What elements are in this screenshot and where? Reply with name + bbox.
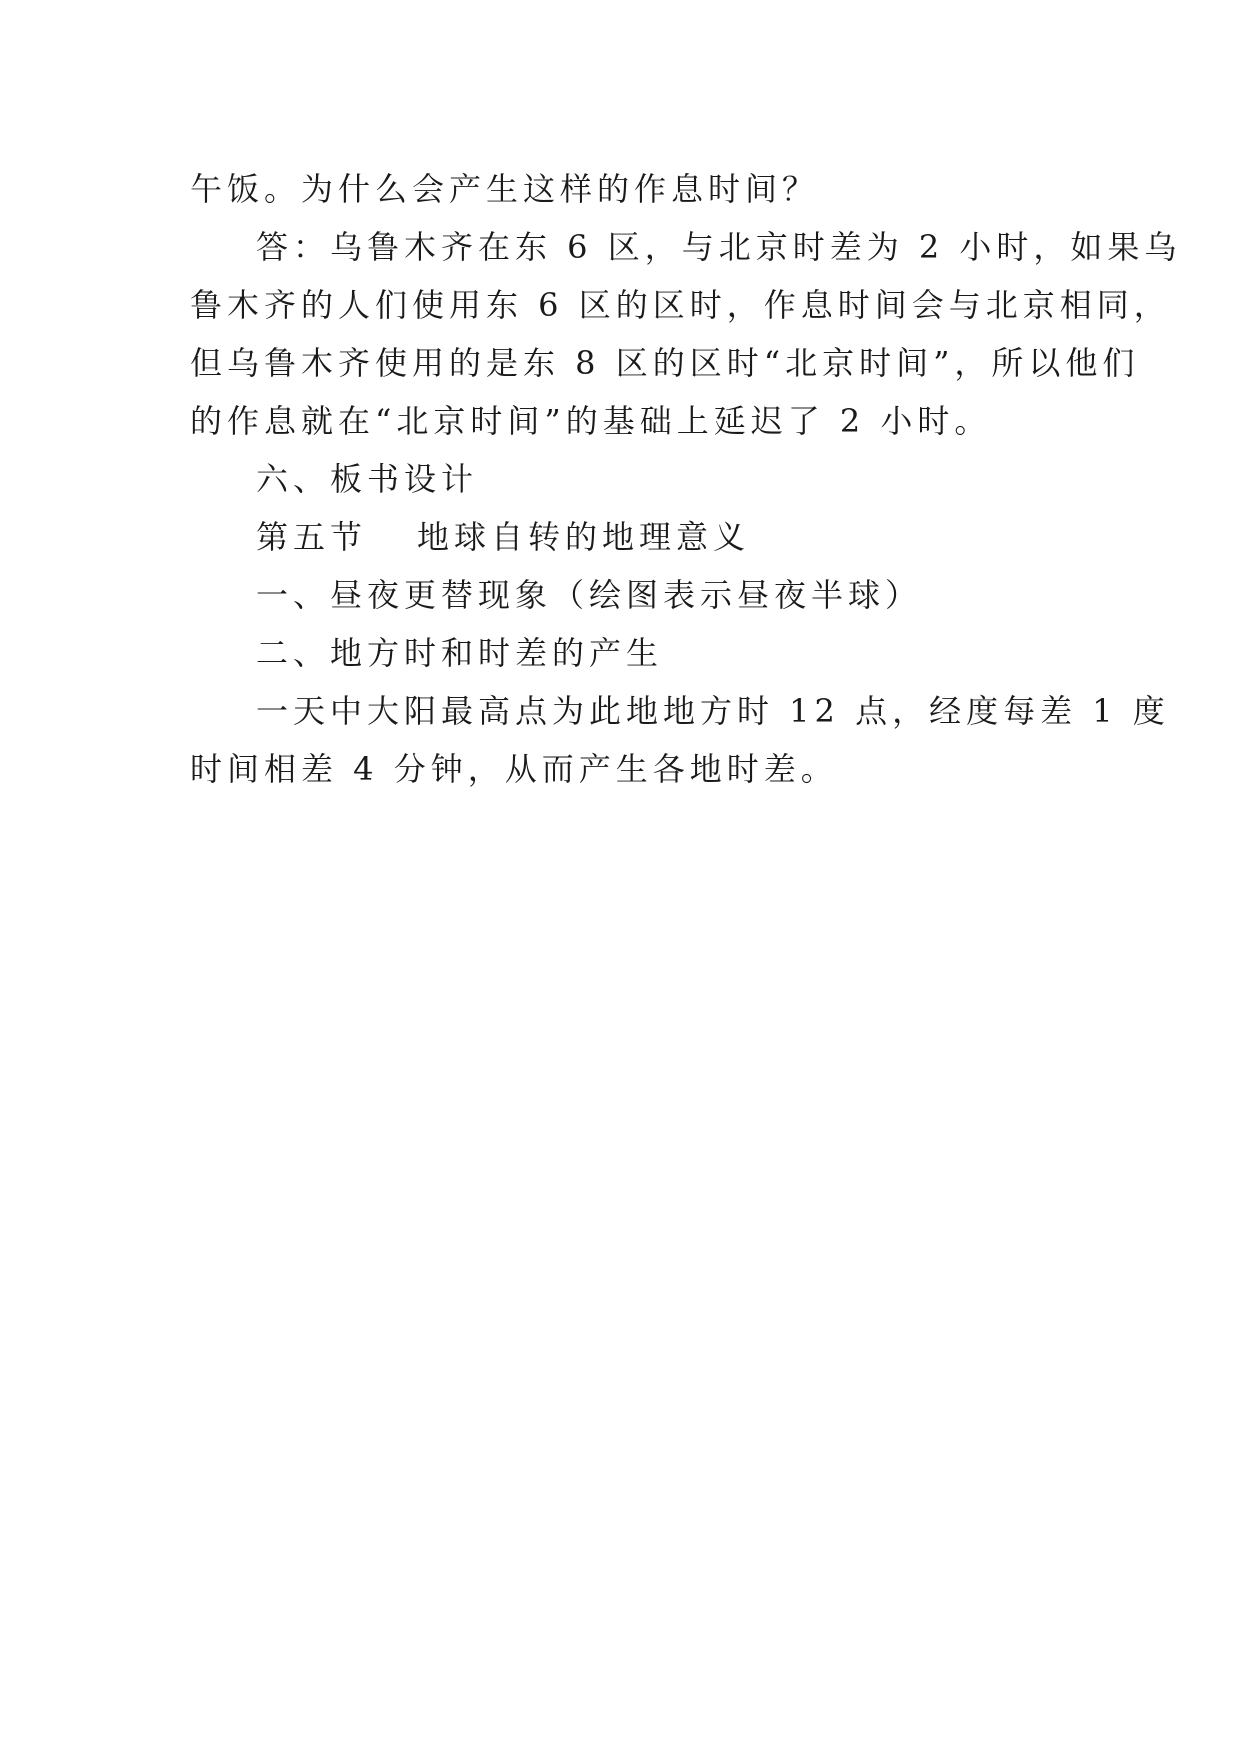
closing-line-2: 时间相差 4 分钟，从而产生各地时差。 bbox=[190, 750, 838, 788]
section-heading-blackboard-design: 六、板书设计 bbox=[256, 460, 479, 498]
outline-item-2: 二、地方时和时差的产生 bbox=[256, 634, 664, 672]
question-continuation: 午饭。为什么会产生这样的作息时间？ bbox=[190, 170, 820, 208]
answer-line-4: 的作息就在“北京时间”的基础上延迟了 2 小时。 bbox=[190, 402, 992, 440]
outline-item-1: 一、昼夜更替现象（绘图表示昼夜半球） bbox=[256, 576, 923, 614]
lesson-name: 地球自转的地理意义 bbox=[417, 518, 751, 556]
answer-line-3: 但乌鲁木齐使用的是东 8 区的区时“北京时间”，所以他们 bbox=[190, 344, 1140, 382]
closing-line-1: 一天中大阳最高点为此地地方时 12 点，经度每差 1 度 bbox=[256, 692, 1170, 730]
answer-line-2: 鲁木齐的人们使用东 6 区的区时，作息时间会与北京相同， bbox=[190, 286, 1171, 324]
answer-line-1: 答：乌鲁木齐在东 6 区，与北京时差为 2 小时，如果乌 bbox=[256, 228, 1182, 266]
document-page bbox=[190, 160, 1182, 798]
lesson-title bbox=[190, 508, 1070, 566]
lesson-number: 第五节 bbox=[256, 518, 368, 556]
